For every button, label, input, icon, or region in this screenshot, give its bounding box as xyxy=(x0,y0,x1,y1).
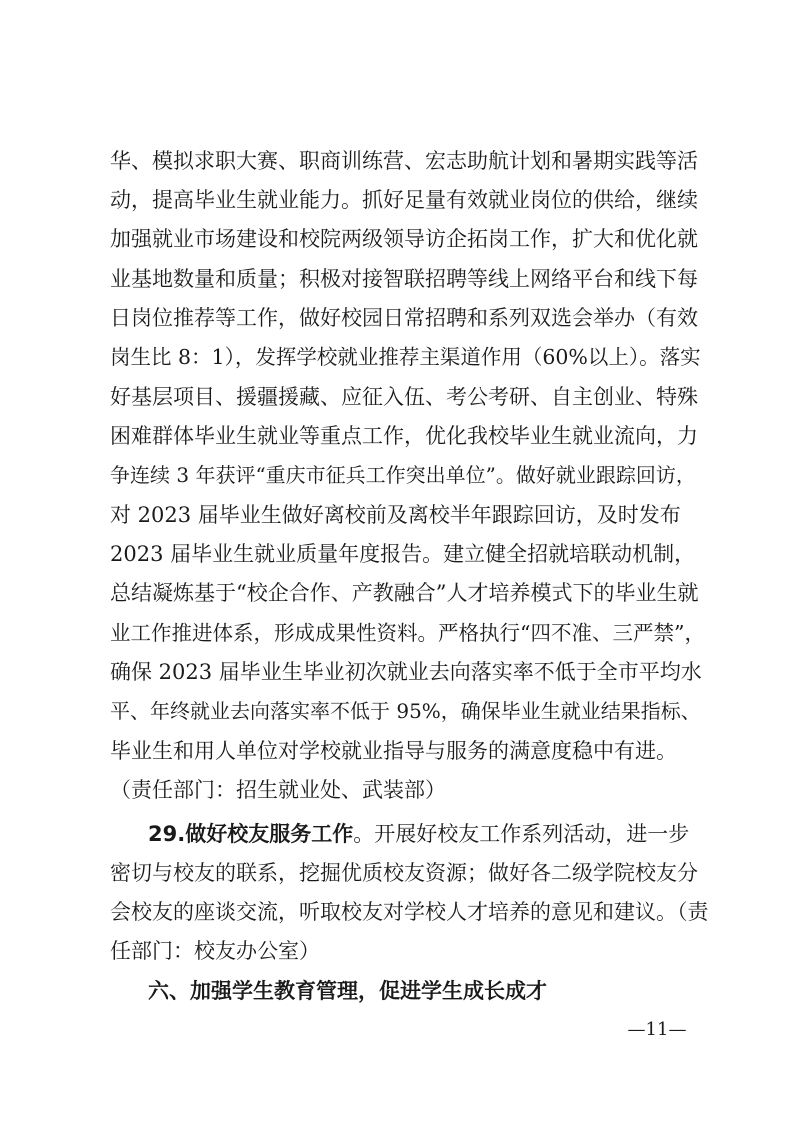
body-line-14: 确保 2023 届毕业生毕业初次就业去向落实率不低于全市平均水 xyxy=(110,660,702,684)
body-line-3: 加强就业市场建设和校院两级领导访企拓岗工作，扩大和优化就 xyxy=(110,227,698,251)
body-line-16: 毕业生和用人单位对学校就业指导与服务的满意度稳中有进。 xyxy=(110,739,677,763)
body-line-5: 日岗位推荐等工作，做好校园日常招聘和系列双选会举办（有效 xyxy=(110,306,698,330)
body-line-2: 动，提高毕业生就业能力。抓好足量有效就业岗位的供给，继续 xyxy=(110,188,698,212)
body-line-6: 岗生比 8：1），发挥学校就业推荐主渠道作用（60%以上）。落实 xyxy=(110,345,701,369)
item-29-line-3: 会校友的座谈交流，听取校友对学校人才培养的意见和建议。（责 xyxy=(110,900,709,924)
body-line-9: 争连续 3 年获评“重庆市征兵工作突出单位”。做好就业跟踪回访， xyxy=(110,463,696,487)
body-line-13: 业工作推进体系，形成成果性资料。严格执行“四不准、三严禁”， xyxy=(110,621,705,645)
responsible-dept-line: （责任部门：招生就业处、武装部） xyxy=(110,778,446,802)
item-29-first-line xyxy=(148,814,708,854)
page-number: —11— xyxy=(627,1019,687,1040)
item-29-line-4: 任部门：校友办公室） xyxy=(110,939,320,963)
body-line-12: 总结凝炼基于“校企合作、产教融合”人才培养模式下的毕业生就 xyxy=(110,581,699,605)
body-line-11: 2023 届毕业生就业质量年度报告。建立健全招就培联动机制， xyxy=(110,542,696,566)
body-line-10: 对 2023 届毕业生做好离校前及离校半年跟踪回访，及时发布 xyxy=(110,503,681,527)
body-line-15: 平、年终就业去向落实率不低于 95%，确保毕业生就业结果指标、 xyxy=(110,699,701,723)
body-line-8: 困难群体毕业生就业等重点工作，优化我校毕业生就业流向，力 xyxy=(110,424,698,448)
item-29-first-line-text: 。开展好校友工作系列活动，进一步 xyxy=(353,822,690,846)
item-29-line-2: 密切与校友的联系，挖掘优质校友资源；做好各二级学院校友分 xyxy=(110,861,698,885)
body-line-1: 华、模拟求职大赛、职商训练营、宏志助航计划和暑期实践等活 xyxy=(110,149,698,173)
section-heading: 六、加强学生教育管理，促进学生成长成才 xyxy=(148,979,547,1003)
body-line-4: 业基地数量和质量；积极对接智联招聘等线上网络平台和线下每 xyxy=(110,267,698,291)
item-29-title: 29.做好校友服务工作 xyxy=(148,822,354,846)
body-line-7: 好基层项目、援疆援藏、应征入伍、考公考研、自主创业、特殊 xyxy=(110,385,698,409)
